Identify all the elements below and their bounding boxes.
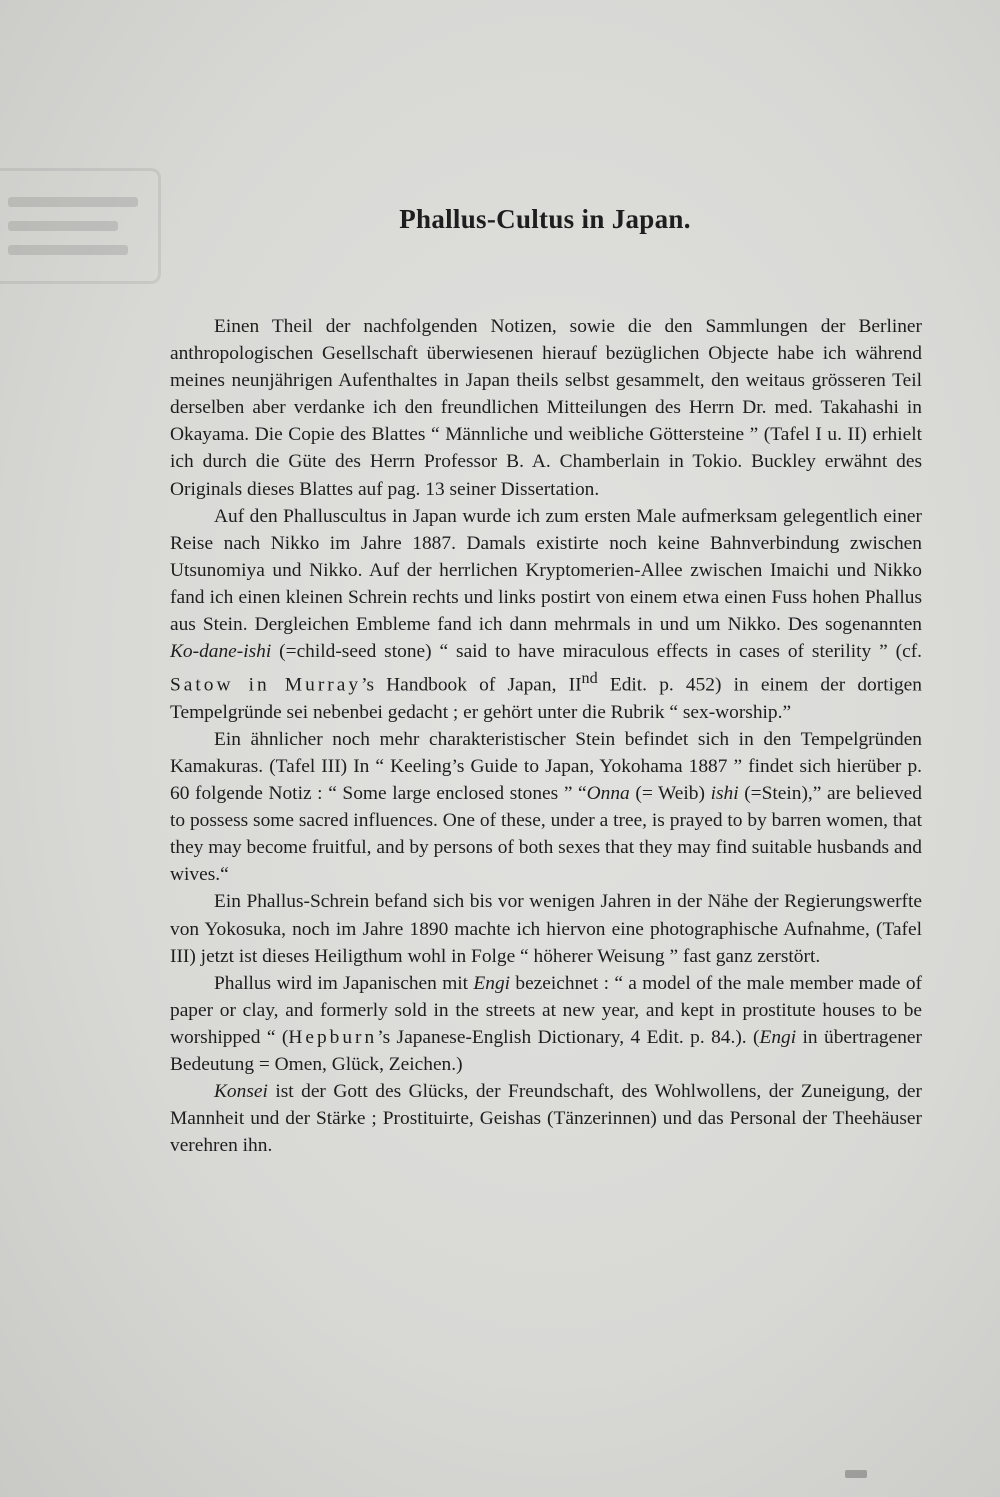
italic-term: ishi: [710, 783, 739, 805]
spaced-name: Hepburn: [288, 1026, 378, 1048]
italic-term: Ko-dane-ishi: [170, 641, 272, 663]
paragraph-4: [170, 888, 922, 969]
text-run: Phallus wird im Japanischen mit: [214, 972, 474, 994]
page-title: Phallus-Cultus in Japan.: [399, 204, 691, 234]
italic-term: Konsei: [214, 1081, 268, 1103]
text-run: in übertragener Bedeutung = Omen, Glück, Zeichen.): [170, 1026, 922, 1075]
italic-term: Onna: [586, 783, 630, 805]
paragraph-2: [170, 503, 922, 726]
text-run: ’s Handbook of Japan, II: [361, 674, 582, 696]
text-run: Edit. p. 452) in einem der dortigen Tempelgründe sei nebenbei gedacht ; er gehört unter die Rubrik “ sex-worship.”: [170, 674, 922, 723]
text-run: Ein Phallus-Schrein befand sich bis vor wenigen Jahren in der Nähe der Regierungswerfte von Yokosuka, noch im Jahre 1890 machte ich hiervon eine photographische Aufnahme, (Tafel III) jetzt ist dieses Heiligthum wohl in Folge “ höherer Weisung ” fast ganz zerstört.: [170, 891, 922, 967]
text-run: (=child-seed stone) “ said to have miraculous effects in cases of sterility ” (cf.: [271, 641, 922, 663]
paragraph-3: [170, 726, 922, 889]
text-run: Auf den Phalluscultus in Japan wurde ich zum ersten Male aufmerksam gelegentlich einer Reise nach Nikko im Jahre 1887. Damals existirte noch keine Bahnverbindung zwischen Utsunomiya und Nikko. Auf der herrlichen Kryptomerien-Allee zwischen Imaichi und Nikko fand ich einen kleinen Schrein rechts und links postirt von einem etwa einen Fuss hohen Phallus aus Stein. Dergleichen Embleme fand ich dann mehrmals in und um Nikko. Des sogenannten: [170, 505, 922, 636]
text-run: Einen Theil der nachfolgenden Notizen, sowie die den Sammlungen der Berliner anthropologischen Gesellschaft überwiesenen hierauf bezüglichen Objecte habe ich während meines neunjährigen Aufenthaltes in Japan theils selbst gesammelt, den weitaus grösseren Teil derselben aber verdanke ich den freundlichen Mitteilungen des Herrn Dr. med. Takahashi in Okayama. Die Copie des Blattes “ Männliche und weibliche Göttersteine ” (Tafel I u. II) erhielt ich durch die Güte des Herrn Professor B. A. Chamberlain in Tokio. Buckley erwähnt des Originals dieses Blattes auf pag. 13 seiner Dissertation.: [170, 316, 922, 500]
text-run: (= Weib): [629, 783, 711, 805]
text-run: bezeichnet : “ a model of the male member made of paper or clay, and formerly sold in the streets at new year, and kept in prostitute houses to be worshipped “ (: [170, 972, 923, 1048]
paragraph-5: [170, 970, 922, 1078]
text-run: ist der Gott des Glücks, der Freundschaft, des Wohlwollens, der Zuneigung, der Mannheit und der Stärke ; Prostituirte, Geishas (Tänzerinnen) und das Personal der Theehäuser verehren ihn.: [170, 1081, 922, 1157]
text-run: (=Stein),” are believed to possess some sacred influences. One of these, under a tree, is prayed to by barren women, that they may become fruitful, and by persons of both sexes that they may find suitable husbands and wives.“: [170, 783, 922, 886]
page-mark: [845, 1470, 867, 1478]
text-run: ’s Japanese-English Dictionary, 4 Edit. p. 84.). (: [377, 1026, 760, 1048]
italic-term: Engi: [473, 972, 511, 994]
paragraph-6: [170, 1078, 922, 1159]
italic-term: Engi: [759, 1026, 797, 1048]
paragraph-1: [170, 313, 922, 503]
body-text: [170, 313, 922, 1159]
superscript: nd: [581, 670, 598, 688]
spaced-name: Satow in Murray: [170, 674, 362, 696]
text-run: Ein ähnlicher noch mehr charakteristischer Stein befindet sich in den Tempelgründen Kamakuras. (Tafel III) In “ Keeling’s Guide to Japan, Yokohama 1887 ” findet sich hierüber p. 60 folgende Notiz : “ Some large enclosed stones ” “: [170, 728, 922, 805]
